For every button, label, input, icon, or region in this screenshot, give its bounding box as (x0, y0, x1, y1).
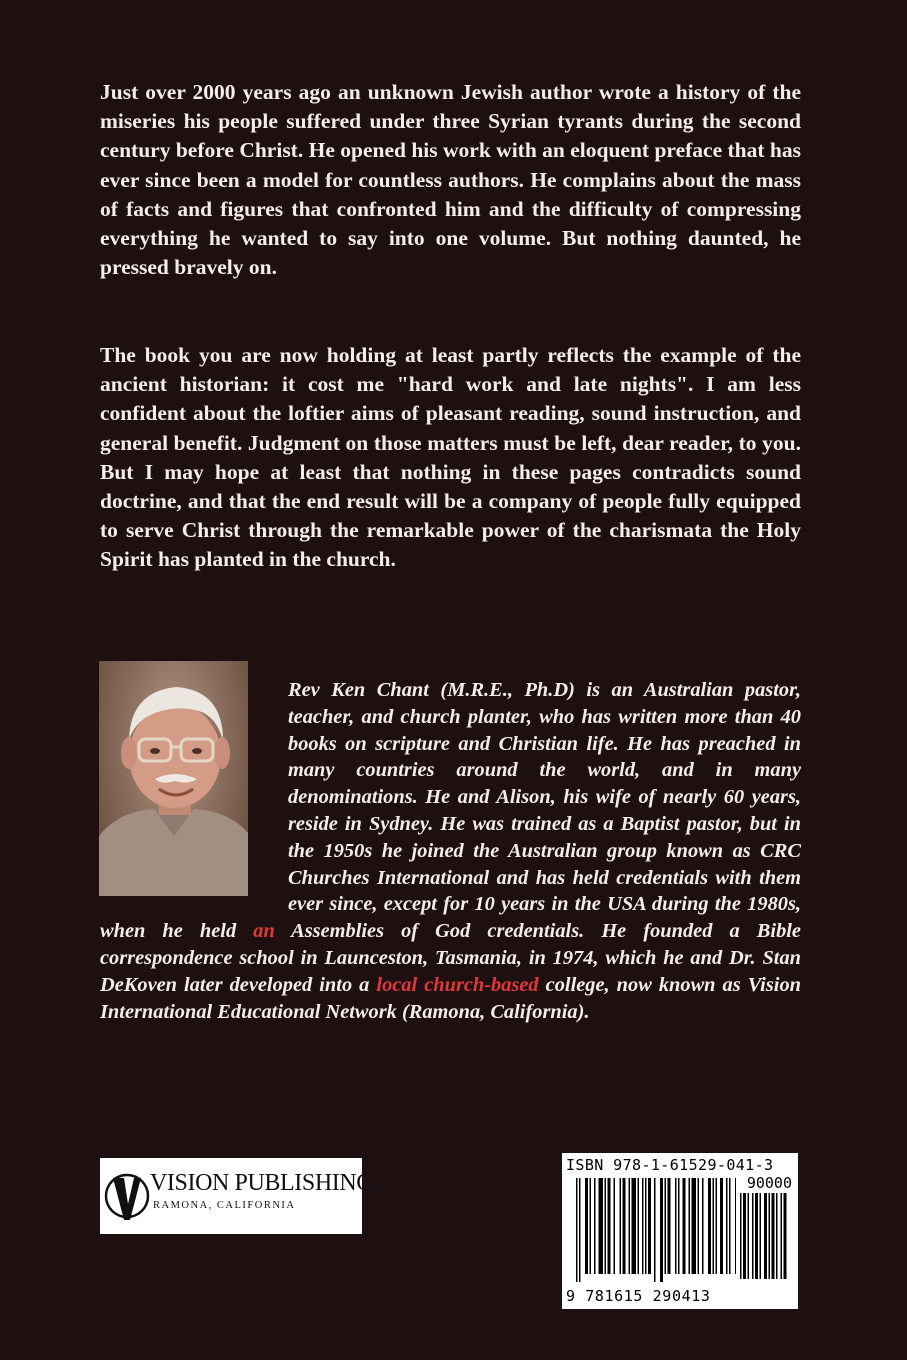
publisher-location: RAMONA, CALIFORNIA (153, 1200, 296, 1211)
price-barcode-bars (740, 1193, 788, 1289)
publisher-name: VISION PUBLISHING (150, 1170, 374, 1196)
ean-digits: 9 781615 290413 (566, 1287, 711, 1305)
bio-text-part-3: college, now known as Vision International Educational Network (Ramona, California). (100, 973, 801, 1023)
intro-paragraph-2: The book you are now holding at least partly reflects the example of the ancient historian: it cost me "hard work and late nights". I am less confident about the loftier aims of pleasant reading, sound instruction, and general benefit. Judgment on those matters must be left, dear reader, to you. But I may hope at least that nothing in these pages contradicts sound doctrine, and that the end result will be a company of people fully equipped to serve Christ through the remarkable power of the charismata the Holy Spirit has planted in the church. (100, 343, 801, 572)
ean-barcode-bars (576, 1178, 736, 1286)
photo-wrap-spacer (100, 677, 288, 917)
isbn-label: ISBN 978-1-61529-041-3 (566, 1156, 774, 1174)
author-bio (100, 677, 801, 1025)
vision-v-icon (104, 1162, 150, 1230)
bio-highlight-local-church-based: local church-based (376, 973, 539, 996)
bio-text-part-2: Assemblies of God credentials. He founded a Bible correspondence school in Launceston, Tasmania, in 1974, which he and Dr. Stan DeKoven later developed into a (100, 920, 801, 996)
intro-paragraph-1: Just over 2000 years ago an unknown Jewish author wrote a history of the miseries his people suffered under three Syrian tyrants during the second century before Christ. He opened his work with an eloquent preface that has ever since been a model for countless authors. He complains about the mass of facts and figures that confronted him and the difficulty of compressing everything he wanted to say into one volume. But nothing daunted, he pressed bravely on. (100, 80, 801, 280)
price-code: 90000 (746, 1174, 792, 1192)
publisher-logo (100, 1158, 374, 1234)
bio-text-part-1: Rev Ken Chant (M.R.E., Ph.D) is an Australian pastor, teacher, and church planter, who has written more than 40 books on scripture and Christian life. He has preached in many countries around the world, and in many denominations. He and Alison, his wife of nearly 60 years, reside in Sydney. He was trained as a Baptist pastor, but in the 1950s he joined the Australian group known as CRC Churches International and has held credentials with them ever since, except for 10 years in the USA during the 1980s, when he held (100, 679, 801, 943)
isbn-barcode (562, 1153, 798, 1309)
bio-highlight-an: an (253, 920, 275, 943)
